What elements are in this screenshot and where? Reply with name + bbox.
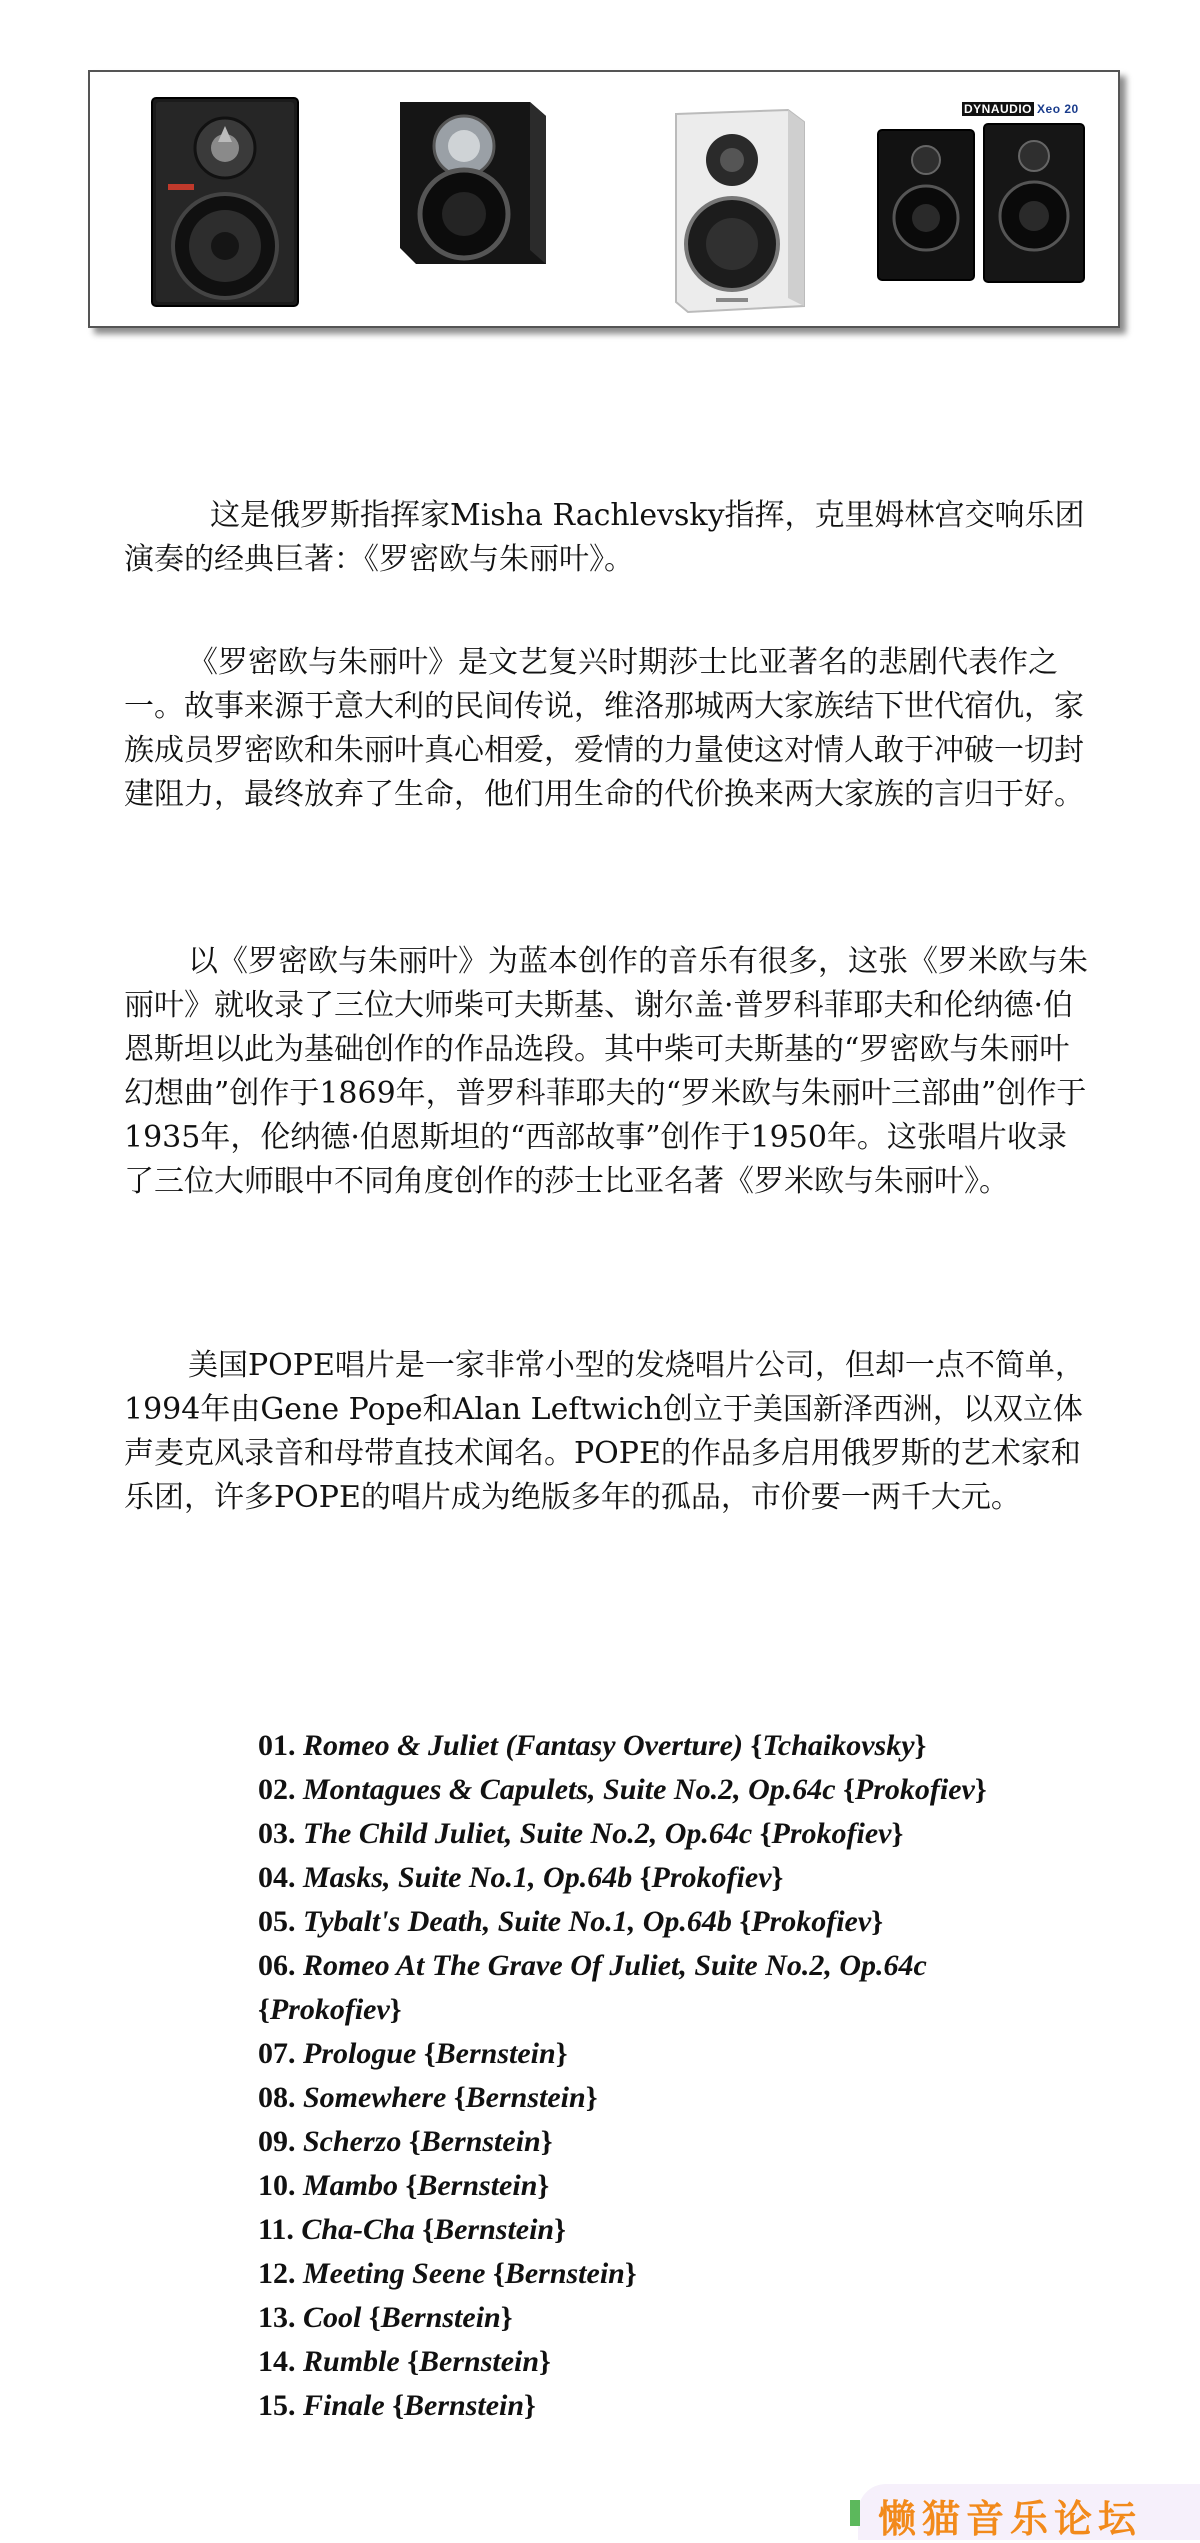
speaker-white-image — [658, 106, 808, 316]
brand-label: DYNAUDIO — [964, 102, 1033, 116]
track-item: 07. Prologue {Bernstein} — [258, 2037, 568, 2070]
track-item: 13. Cool {Bernstein} — [258, 2301, 513, 2334]
track-item: 10. Mambo {Bernstein} — [258, 2169, 550, 2202]
track-item: 09. Scherzo {Bernstein} — [258, 2125, 553, 2158]
track-list — [258, 1724, 1038, 2428]
track-item: 12. Meeting Seene {Bernstein} — [258, 2257, 637, 2290]
speaker-pair-image — [876, 120, 1086, 288]
speaker-black-tweeter-image — [380, 98, 550, 268]
model-label: Xeo 20 — [1037, 102, 1079, 116]
track-item: 04. Masks, Suite No.1, Op.64b {Prokofiev} — [258, 1861, 784, 1894]
intro-paragraph: 这是俄罗斯指挥家Misha Rachlevsky指挥，克里姆林宫交响乐团演奏的经典巨著：《罗密欧与朱丽叶》。 — [124, 498, 1085, 577]
track-item: 06. Romeo At The Grave Of Juliet, Suite No.2, Op.64c {Prokofiev} — [258, 1949, 927, 2026]
composers-paragraph: 以《罗密欧与朱丽叶》为蓝本创作的音乐有很多，这张《罗米欧与朱丽叶》就收录了三位大师柴可夫斯基、谢尔盖·普罗科菲耶夫和伦纳德·伯恩斯坦以此为基础创作的作品选段。其中柴可夫斯基的“罗密欧与朱丽叶幻想曲”创作于1869年，普罗科菲耶夫的“罗米欧与朱丽叶三部曲”创作于1935年，伦纳德·伯恩斯坦的“西部故事”创作于1950年。这张唱片收录了三位大师眼中不同角度创作的莎士比亚名著《罗米欧与朱丽叶》。 — [124, 944, 1088, 1199]
track-item: 15. Finale {Bernstein} — [258, 2389, 536, 2422]
track-item: 08. Somewhere {Bernstein} — [258, 2081, 598, 2114]
track-item: 01. Romeo & Juliet (Fantasy Overture) {Tchaikovsky} — [258, 1729, 927, 1762]
dynaudio-model-label — [962, 102, 1079, 116]
watermark-accent-bar — [850, 2500, 860, 2526]
track-item: 11. Cha-Cha {Bernstein} — [258, 2213, 566, 2246]
speaker-black-studio-image — [150, 96, 300, 308]
watermark-text: 懒猫音乐论坛 — [878, 2497, 1143, 2541]
forum-watermark — [858, 2484, 1200, 2540]
label-paragraph: 美国POPE唱片是一家非常小型的发烧唱片公司，但却一点不简单，1994年由Gene Pope和Alan Leftwich创立于美国新泽西洲，以双立体声麦克风录音和母带直技术闻名。POPE的作品多启用俄罗斯的艺术家和乐团，许多POPE的唱片成为绝版多年的孤品，市价要一两千大元。 — [124, 1348, 1085, 1515]
track-item: 05. Tybalt's Death, Suite No.1, Op.64b {Prokofiev} — [258, 1905, 884, 1938]
track-item: 03. The Child Juliet, Suite No.2, Op.64c {Prokofiev} — [258, 1817, 904, 1850]
track-item: 14. Rumble {Bernstein} — [258, 2345, 551, 2378]
story-paragraph: 《罗密欧与朱丽叶》是文艺复兴时期莎士比亚著名的悲剧代表作之一。故事来源于意大利的民间传说，维洛那城两大家族结下世代宿仇，家族成员罗密欧和朱丽叶真心相爱，爱情的力量使这对情人敢于冲破一切封建阻力，最终放弃了生命，他们用生命的代价换来两大家族的言归于好。 — [124, 645, 1084, 812]
speaker-banner — [88, 70, 1120, 328]
track-item: 02. Montagues & Capulets, Suite No.2, Op.64c {Prokofiev} — [258, 1773, 987, 1806]
